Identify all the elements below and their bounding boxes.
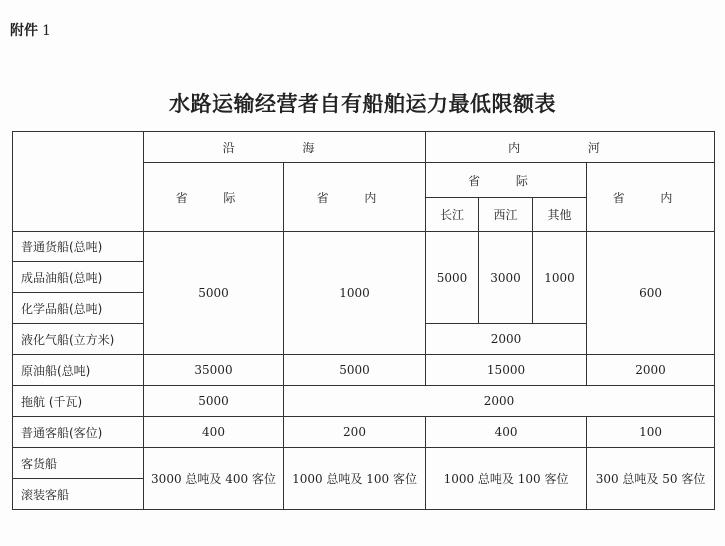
cell-crude-inland-inter: 15000 xyxy=(426,355,587,386)
header-coastal: 沿 海 xyxy=(144,132,426,163)
row-label-passenger: 普通客船(客位) xyxy=(13,417,144,448)
header-other: 其他 xyxy=(533,198,587,232)
header-inland: 内 河 xyxy=(426,132,715,163)
cell-group1-inland-intra: 600 xyxy=(587,232,715,355)
cell-ro-inland-intra: 300 总吨及 50 客位 xyxy=(587,448,715,510)
header-coastal-intra: 省 内 xyxy=(284,163,426,232)
cell-crude-inland-intra: 2000 xyxy=(587,355,715,386)
row-label-roro: 滚装客船 xyxy=(13,479,144,510)
cell-ro-inland-inter: 1000 总吨及 100 客位 xyxy=(426,448,587,510)
cell-crude-coastal-inter: 35000 xyxy=(144,355,284,386)
cell-crude-coastal-intra: 5000 xyxy=(284,355,426,386)
header-inland-intra: 省 内 xyxy=(587,163,715,232)
cell-group1-yangtze: 5000 xyxy=(426,232,479,324)
cell-ro-coastal-intra: 1000 总吨及 100 客位 xyxy=(284,448,426,510)
row-label-product-oil: 成品油船(总吨) xyxy=(13,262,144,293)
cell-lpg-inland-inter: 2000 xyxy=(426,324,587,355)
cell-group1-coastal-inter: 5000 xyxy=(144,232,284,355)
header-yangtze: 长江 xyxy=(426,198,479,232)
cell-group1-xijiang: 3000 xyxy=(479,232,533,324)
row-label-pass-cargo: 客货船 xyxy=(13,448,144,479)
cell-tug-coastal-inter: 5000 xyxy=(144,386,284,417)
attachment-number: 1 xyxy=(42,23,51,39)
page-title: 水路运输经营者自有船舶运力最低限额表 xyxy=(169,92,556,116)
attachment-label xyxy=(10,20,51,40)
row-label-lpg: 液化气船(立方米) xyxy=(13,324,144,355)
row-label-tug: 拖航 (千瓦) xyxy=(13,386,144,417)
row-label-crude-oil: 原油船(总吨) xyxy=(13,355,144,386)
header-coastal-inter: 省 际 xyxy=(144,163,284,232)
attachment-text: 附件 xyxy=(10,23,38,39)
row-label-chemical: 化学品船(总吨) xyxy=(13,293,144,324)
cell-passenger-inland-intra: 100 xyxy=(587,417,715,448)
cell-group1-coastal-intra: 1000 xyxy=(284,232,426,355)
quota-table xyxy=(12,131,715,510)
row-label-general-cargo: 普通货船(总吨) xyxy=(13,232,144,262)
header-xijiang: 西江 xyxy=(479,198,533,232)
corner-cell xyxy=(13,132,144,232)
header-inland-inter: 省 际 xyxy=(426,163,587,198)
cell-passenger-coastal-intra: 200 xyxy=(284,417,426,448)
cell-passenger-inland-inter: 400 xyxy=(426,417,587,448)
cell-tug-rest: 2000 xyxy=(284,386,715,417)
cell-group1-other: 1000 xyxy=(533,232,587,324)
cell-passenger-coastal-inter: 400 xyxy=(144,417,284,448)
cell-ro-coastal-inter: 3000 总吨及 400 客位 xyxy=(144,448,284,510)
